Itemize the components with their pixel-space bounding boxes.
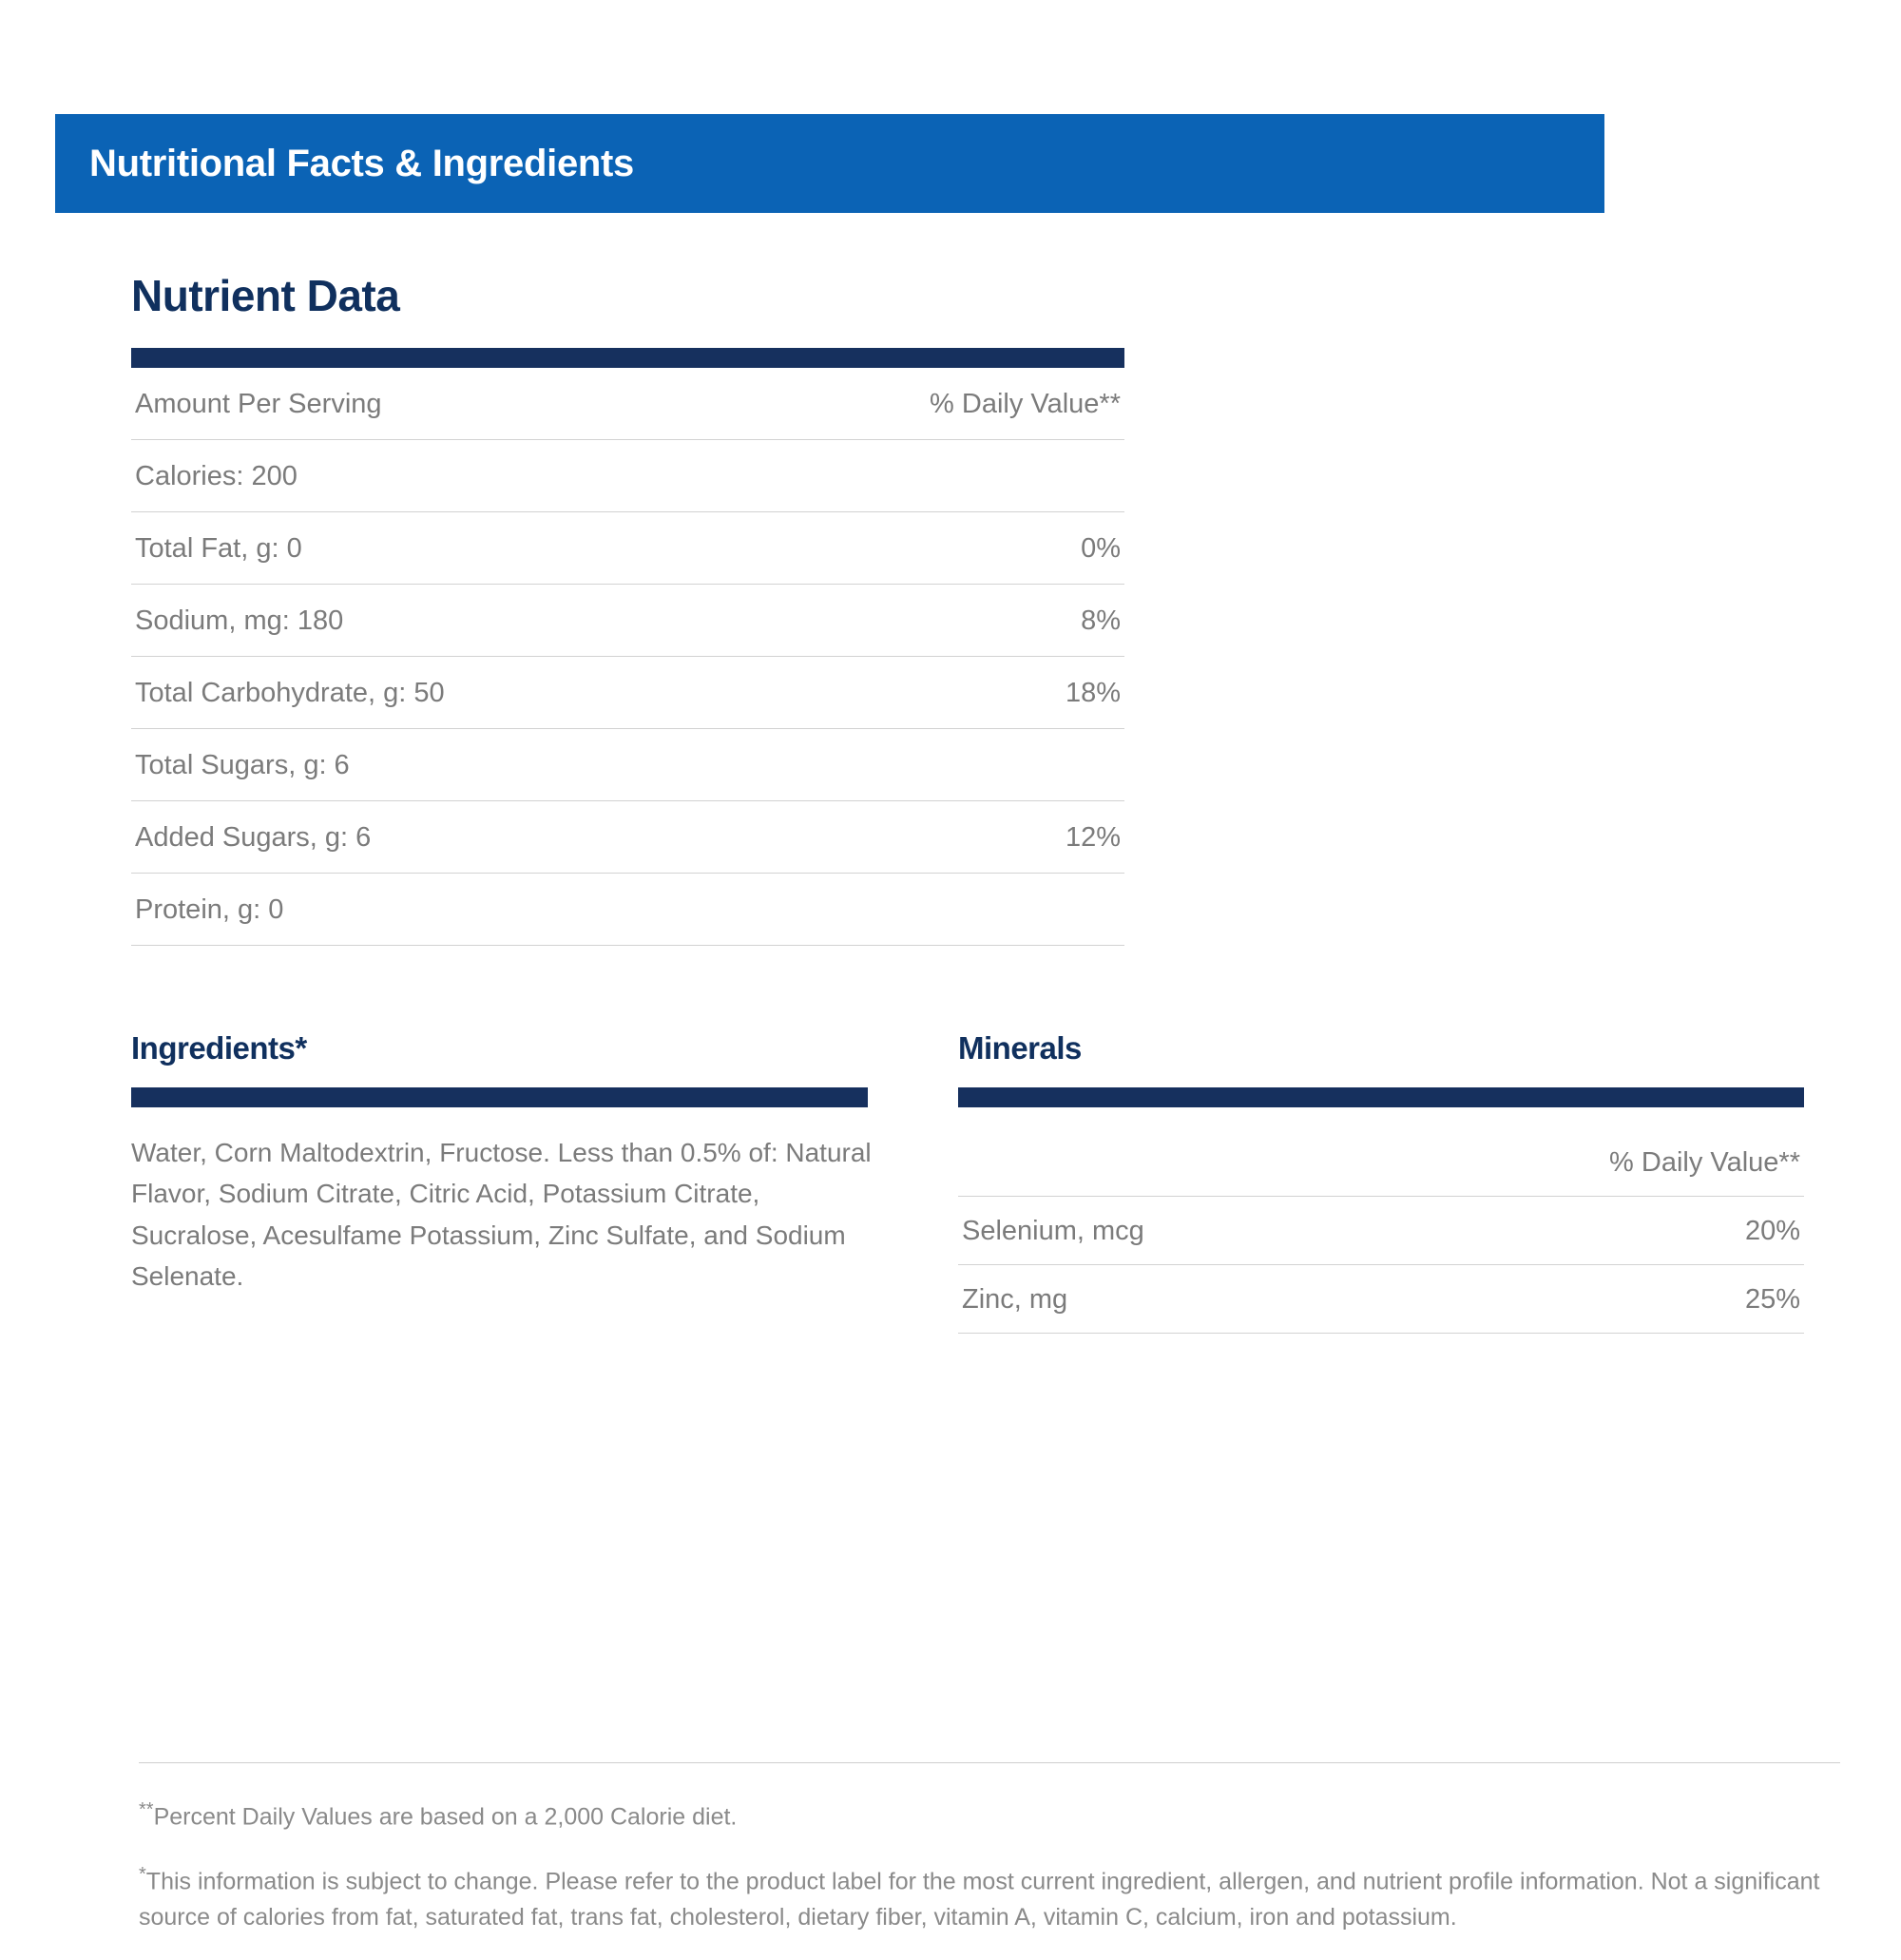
table-row (131, 801, 1124, 874)
nutrient-label: Added Sugars, g: 6 (131, 801, 742, 874)
nutrient-label: Protein, g: 0 (131, 874, 742, 946)
nutrient-value (742, 440, 1124, 512)
ingredients-divider (131, 1087, 868, 1107)
mineral-value: 25% (1372, 1265, 1804, 1334)
minerals-blank-header (958, 1123, 1372, 1197)
table-row (131, 729, 1124, 801)
ingredients-text: Water, Corn Maltodextrin, Fructose. Less than 0.5% of: Natural Flavor, Sodium Citrate, Citric Acid, Potassium Citrate, Sucralose, Acesulfame Potassium, Zinc Sulfate, and Sodium Selenate. (131, 1138, 872, 1292)
nutrient-data-table (131, 368, 1124, 946)
minerals-section (958, 1030, 1814, 1334)
nutrient-value: 12% (742, 801, 1124, 874)
footnote-daily-values (139, 1796, 1840, 1835)
mineral-value: 20% (1372, 1197, 1804, 1265)
minerals-heading: Minerals (958, 1030, 1082, 1066)
nutrient-label: Total Sugars, g: 6 (131, 729, 742, 801)
footnote-marker-double: ** (139, 1799, 154, 1820)
footnote-daily-values-text: Percent Daily Values are based on a 2,000 Calorie diet. (153, 1803, 738, 1831)
page-header-bar (55, 114, 1604, 213)
table-row (131, 657, 1124, 729)
mineral-label: Zinc, mg (958, 1265, 1372, 1334)
table-row (131, 874, 1124, 946)
nutrient-label: Total Fat, g: 0 (131, 512, 742, 585)
footnotes (139, 1762, 1840, 1960)
mineral-label: Selenium, mcg (958, 1197, 1372, 1265)
table-row (958, 1197, 1804, 1265)
nutrient-value: 8% (742, 585, 1124, 657)
nutrient-data-divider (131, 348, 1124, 368)
nutrient-value (742, 874, 1124, 946)
minerals-daily-value-header: % Daily Value** (1372, 1123, 1804, 1197)
minerals-table (958, 1123, 1804, 1334)
amount-per-serving-header: Amount Per Serving (131, 368, 742, 440)
nutrient-label: Total Carbohydrate, g: 50 (131, 657, 742, 729)
ingredients-section (131, 1030, 882, 1324)
page-title: Nutritional Facts & Ingredients (89, 142, 634, 184)
footnote-disclaimer-text: This information is subject to change. Please refer to the product label for the most current ingredient, allergen, and nutrient profile information. Not a significant source of calories from fat, saturated fat, trans fat, cholesterol, dietary fiber, vitamin A, vitamin C, calcium, iron and potassium. (139, 1868, 1820, 1931)
table-header-row (131, 368, 1124, 440)
nutrient-value (742, 729, 1124, 801)
nutrient-data-section (131, 270, 1139, 946)
minerals-divider (958, 1087, 1804, 1107)
nutrient-value: 18% (742, 657, 1124, 729)
nutrient-data-heading: Nutrient Data (131, 271, 400, 320)
table-row (131, 512, 1124, 585)
table-row (131, 440, 1124, 512)
footnote-marker-single: * (139, 1863, 146, 1885)
table-row (958, 1265, 1804, 1334)
daily-value-header: % Daily Value** (742, 368, 1124, 440)
nutrient-value: 0% (742, 512, 1124, 585)
nutrient-label: Sodium, mg: 180 (131, 585, 742, 657)
table-header-row (958, 1123, 1804, 1197)
table-row (131, 585, 1124, 657)
footnote-disclaimer (139, 1860, 1840, 1935)
footnotes-divider (139, 1762, 1840, 1763)
ingredients-heading: Ingredients* (131, 1030, 307, 1066)
nutrient-label: Calories: 200 (131, 440, 742, 512)
